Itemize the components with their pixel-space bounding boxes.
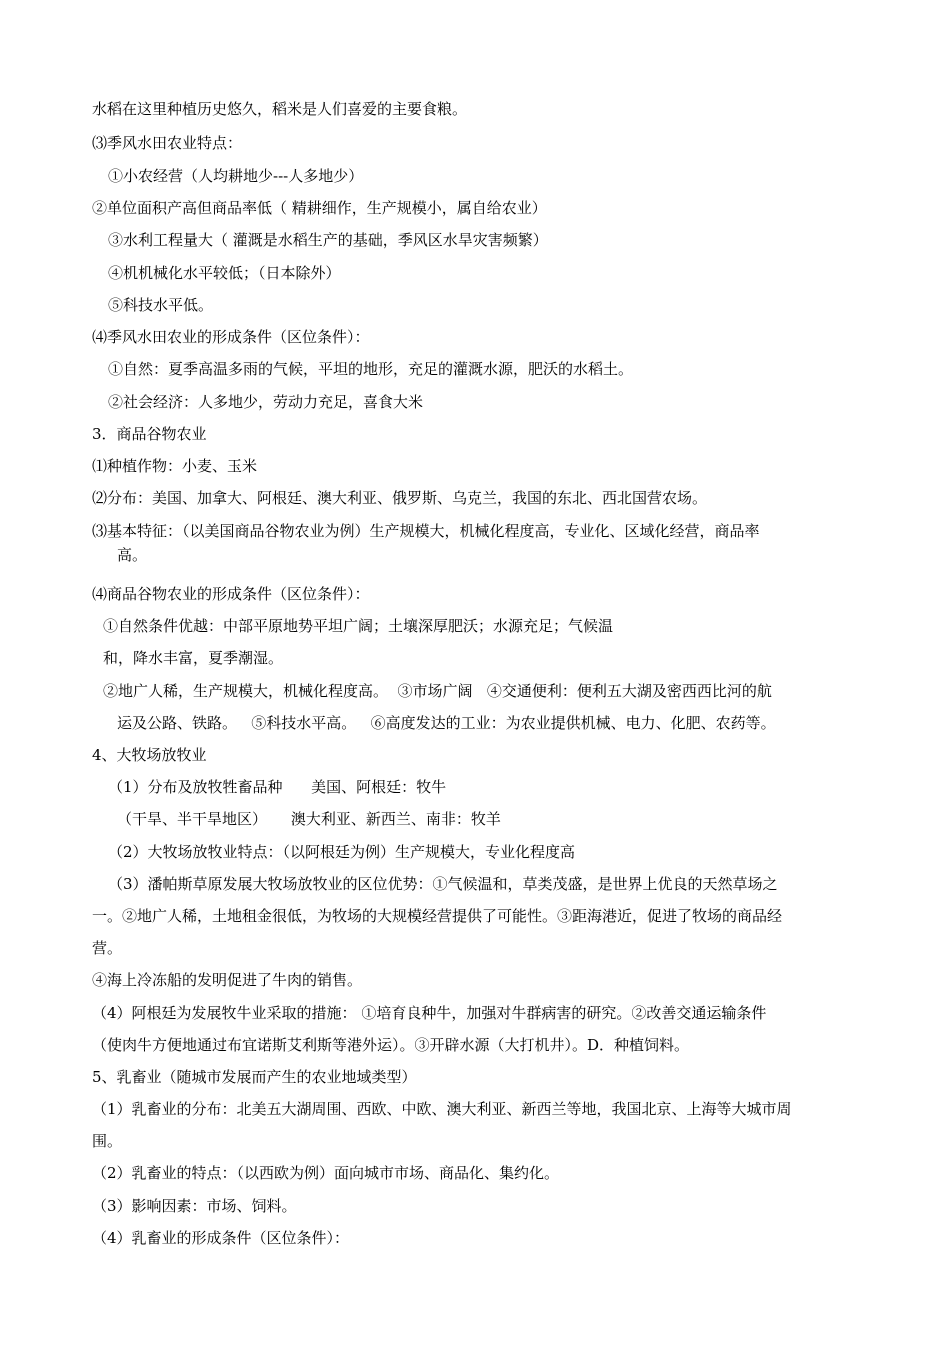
list-item: ①自然：夏季高温多雨的气候，平坦的地形，充足的灌溉水源，肥沃的水稻土。 bbox=[108, 360, 634, 378]
text-line: 和，降水丰富，夏季潮湿。 bbox=[103, 649, 284, 667]
section-heading: 3．商品谷物农业 bbox=[92, 425, 207, 443]
list-item: ④机机械化水平较低；（日本除外） bbox=[108, 264, 341, 282]
section-heading: 4、大牧场放牧业 bbox=[92, 746, 207, 764]
list-item: ①自然条件优越：中部平原地势平坦广阔；土壤深厚肥沃；水源充足；气候温 bbox=[103, 617, 614, 635]
list-item: （3）潘帕斯草原发展大牧场放牧业的区位优势：①气候温和，草类茂盛，是世界上优良的天然草场之 bbox=[108, 875, 778, 893]
text-line: 一。②地广人稀，土地租金很低，为牧场的大规模经营提供了可能性。③距海港近，促进了牧场的商品经 bbox=[92, 907, 783, 925]
list-item: （4）乳畜业的形成条件（区位条件）： bbox=[92, 1229, 350, 1247]
list-item: ②社会经济：人多地少，劳动力充足，喜食大米 bbox=[108, 393, 424, 411]
list-item: （1）乳畜业的分布：北美五大湖周围、西欧、中欧、澳大利亚、新西兰等地，我国北京、上海等大城市周 bbox=[92, 1100, 792, 1118]
text-line: ④海上冷冻船的发明促进了牛肉的销售。 bbox=[92, 971, 363, 989]
text-line: ⑴种植作物：小麦、玉米 bbox=[92, 457, 258, 475]
section-heading: ⑷商品谷物农业的形成条件（区位条件）： bbox=[92, 585, 370, 603]
text-line: ⑶基本特征：（以美国商品谷物农业为例）生产规模大，机械化程度高，专业化、区域化经营，商品率 bbox=[92, 522, 760, 540]
text-line: （使肉牛方便地通过布宜诺斯艾利斯等港外运）。③开辟水源（大打机井）。D．种植饲料。 bbox=[92, 1036, 690, 1054]
list-item: （1）分布及放牧牲畜品种 美国、阿根廷：牧牛 bbox=[108, 778, 447, 796]
list-item: ②地广人稀，生产规模大，机械化程度高。 ③市场广阔 ④交通便利：便利五大湖及密西西比河的航 bbox=[103, 682, 772, 700]
section-heading: ⑷季风水田农业的形成条件（区位条件）： bbox=[92, 328, 370, 346]
list-item: （3）影响因素：市场、饲料。 bbox=[92, 1197, 297, 1215]
text-line: 水稻在这里种植历史悠久，稻米是人们喜爱的主要食粮。 bbox=[92, 100, 468, 118]
list-item: ③水利工程量大（ 灌溉是水稻生产的基础，季风区水旱灾害频繁） bbox=[108, 231, 548, 249]
section-heading: ⑶季风水田农业特点： bbox=[92, 134, 243, 152]
text-line: 营。 bbox=[92, 939, 123, 957]
list-item: （4）阿根廷为发展牧牛业采取的措施： ①培育良种牛，加强对牛群病害的研究。②改善交通运输条件 bbox=[92, 1004, 767, 1022]
section-heading: 5、乳畜业（随城市发展而产生的农业地域类型） bbox=[92, 1068, 417, 1086]
list-item: ②单位面积产高但商品率低（ 精耕细作，生产规模小，属自给农业） bbox=[92, 199, 547, 217]
list-item: （2）乳畜业的特点：（以西欧为例）面向城市市场、商品化、集约化。 bbox=[92, 1164, 560, 1182]
list-item: ⑤科技水平低。 bbox=[108, 296, 214, 314]
text-line: ⑵分布：美国、加拿大、阿根廷、澳大利亚、俄罗斯、乌克兰，我国的东北、西北国营农场。 bbox=[92, 489, 708, 507]
text-line: 运及公路、铁路。 ⑤科技水平高。 ⑥高度发达的工业：为农业提供机械、电力、化肥、农药等。 bbox=[117, 714, 776, 732]
text-line: 高。 bbox=[117, 546, 148, 564]
list-item: ①小农经营（人均耕地少---人多地少） bbox=[108, 167, 364, 185]
list-item: （2）大牧场放牧业特点：（以阿根廷为例）生产规模大，专业化程度高 bbox=[108, 843, 576, 861]
text-line: 围。 bbox=[92, 1132, 123, 1150]
text-line: （干旱、半干旱地区） 澳大利亚、新西兰、南非：牧羊 bbox=[117, 810, 501, 828]
